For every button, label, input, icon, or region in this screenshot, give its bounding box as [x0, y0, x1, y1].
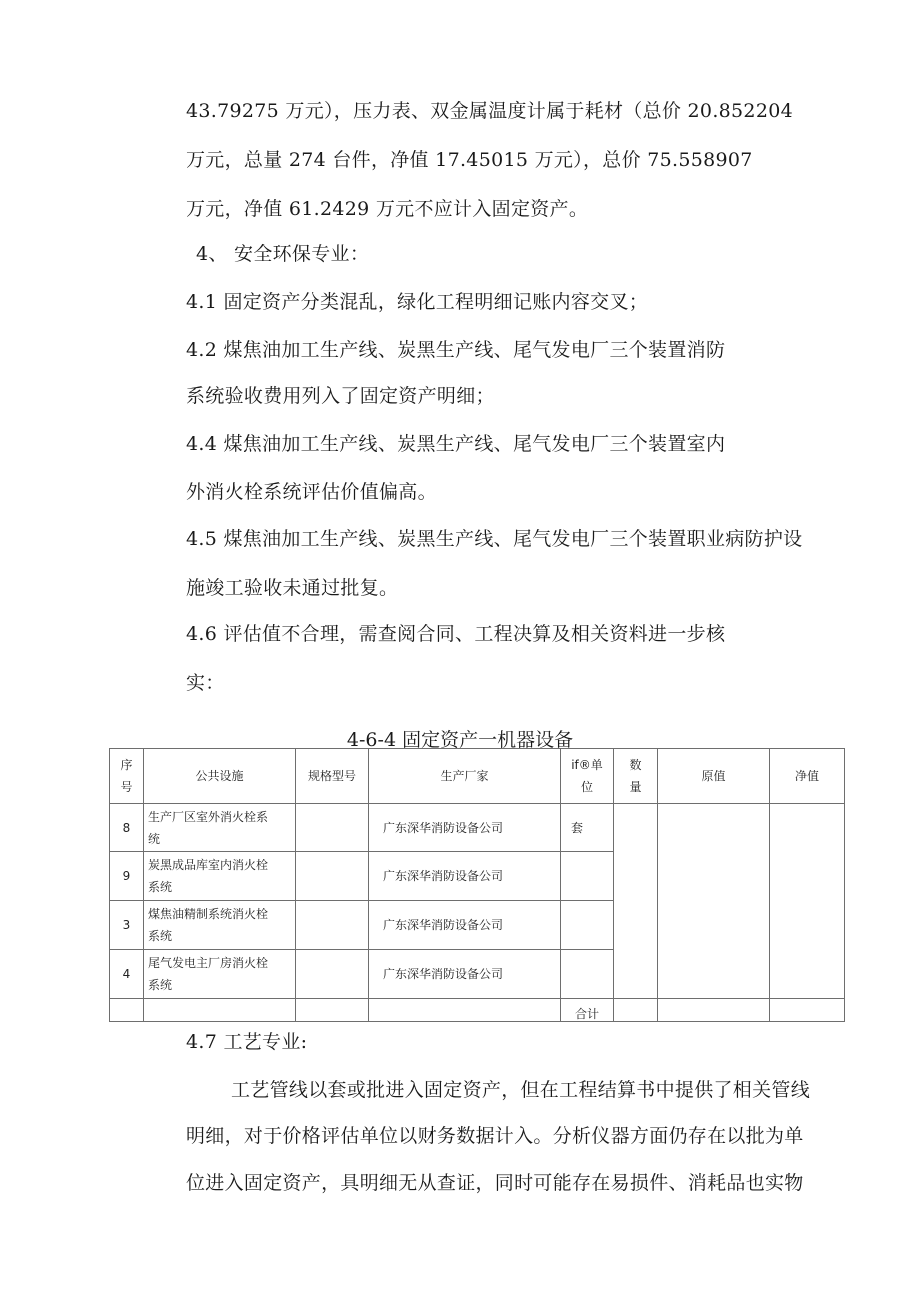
- row-unit: [561, 950, 614, 999]
- total-empty-cell: [770, 999, 845, 1022]
- table-row: [110, 804, 845, 852]
- text-line: 实：: [186, 672, 225, 694]
- row-unit: 套: [561, 804, 614, 852]
- text-line: 万元，净值 61.2429 万元不应计入固定资产。: [186, 198, 589, 220]
- header-manufacturer: 生产厂家: [369, 749, 561, 804]
- row-unit: [561, 852, 614, 901]
- row-facility: [144, 852, 296, 901]
- table-header-row: [110, 749, 845, 804]
- row-facility-line1: 煤焦油精制系统消火栓: [148, 907, 269, 921]
- header-seq-top: 序: [120, 758, 133, 772]
- header-unit-top: if®单: [571, 758, 603, 772]
- row-manufacturer: 广东深华消防设备公司: [369, 804, 561, 852]
- row-model: [296, 852, 369, 901]
- asset-table: [109, 748, 845, 1022]
- text-line: 外消火栓系统评估价值偏高。: [186, 481, 437, 503]
- row-seq: 8: [110, 804, 144, 852]
- total-empty-cell: [369, 999, 561, 1022]
- row-facility-line2: 统: [148, 831, 161, 846]
- header-unit-bottom: 位: [580, 780, 593, 794]
- text-line: 4.5 煤焦油加工生产线、炭黑生产线、尾气发电厂三个装置职业病防护设: [186, 528, 803, 550]
- total-empty-cell: [144, 999, 296, 1022]
- row-facility-line1: 炭黑成品库室内消火栓: [148, 858, 269, 872]
- text-line: 4.6 评估值不合理，需查阅合同、工程决算及相关资料进一步核: [186, 623, 726, 645]
- total-empty-cell: [110, 999, 144, 1022]
- row-model: [296, 950, 369, 999]
- text-line: 4.1 固定资产分类混乱，绿化工程明细记账内容交叉；: [186, 291, 649, 313]
- row-manufacturer: 广东深华消防设备公司: [369, 852, 561, 901]
- row-facility: [144, 901, 296, 950]
- row-facility-line2: 系统: [148, 880, 173, 894]
- text-line: 系统验收费用列入了固定资产明细；: [186, 385, 495, 407]
- table-caption: 4-6-4 固定资产一机器设备: [346, 729, 574, 751]
- original-value-merged-cell: [658, 804, 770, 999]
- text-line: 位进入固定资产，具明细无从查证，同时可能存在易损件、消耗品也实物: [186, 1172, 804, 1194]
- text-line: 明细，对于价格评估单位以财务数据计入。分析仪器方面仍存在以批为单: [186, 1125, 804, 1147]
- net-value-merged-cell: [770, 804, 845, 999]
- text-line: 43.79275 万元），压力表、双金属温度计属于耗材（总价 20.852204: [186, 100, 793, 122]
- row-facility-line2: 系统: [148, 929, 173, 943]
- header-net-value: 净值: [770, 749, 845, 804]
- row-manufacturer: 广东深华消防设备公司: [369, 901, 561, 950]
- row-model: [296, 804, 369, 852]
- qty-merged-cell: [614, 804, 658, 999]
- total-empty-cell: [614, 999, 658, 1022]
- section-heading: 4、 安全环保专业：: [196, 243, 370, 265]
- header-qty-bottom: 量: [629, 780, 642, 794]
- text-line: 4.2 煤焦油加工生产线、炭黑生产线、尾气发电厂三个装置消防: [186, 339, 726, 361]
- header-original-value: 原值: [658, 749, 770, 804]
- row-seq: 9: [110, 852, 144, 901]
- row-facility-line1: 尾气发电主厂房消火栓: [148, 956, 269, 970]
- section-heading: 4.7 工艺专业:: [186, 1031, 308, 1053]
- total-label: 合计: [561, 999, 614, 1022]
- row-unit: [561, 901, 614, 950]
- row-manufacturer: 广东深华消防设备公司: [369, 950, 561, 999]
- header-model: 规格型号: [296, 749, 369, 804]
- header-seq-bottom: 号: [120, 780, 133, 794]
- row-facility-line2: 系统: [148, 978, 173, 992]
- header-unit: [561, 749, 614, 804]
- row-model: [296, 901, 369, 950]
- text-line: 4.4 煤焦油加工生产线、炭黑生产线、尾气发电厂三个装置室内: [186, 433, 726, 455]
- text-line: 万元，总量 274 台件，净值 17.45015 万元），总价 75.558907: [186, 149, 753, 171]
- row-facility: [144, 804, 296, 852]
- row-facility: [144, 950, 296, 999]
- row-seq: 3: [110, 901, 144, 950]
- row-facility-line1: 生产厂区室外消火栓系: [148, 809, 269, 824]
- header-facility: 公共设施: [144, 749, 296, 804]
- header-qty-top: 数: [629, 758, 642, 772]
- row-seq: 4: [110, 950, 144, 999]
- table-total-row: [110, 999, 845, 1022]
- text-line: 施竣工验收未通过批复。: [186, 577, 399, 599]
- text-line: 工艺管线以套或批进入固定资产，但在工程结算书中提供了相关管线: [231, 1079, 811, 1101]
- total-empty-cell: [296, 999, 369, 1022]
- total-empty-cell: [658, 999, 770, 1022]
- header-qty: [614, 749, 658, 804]
- header-seq: [110, 749, 144, 804]
